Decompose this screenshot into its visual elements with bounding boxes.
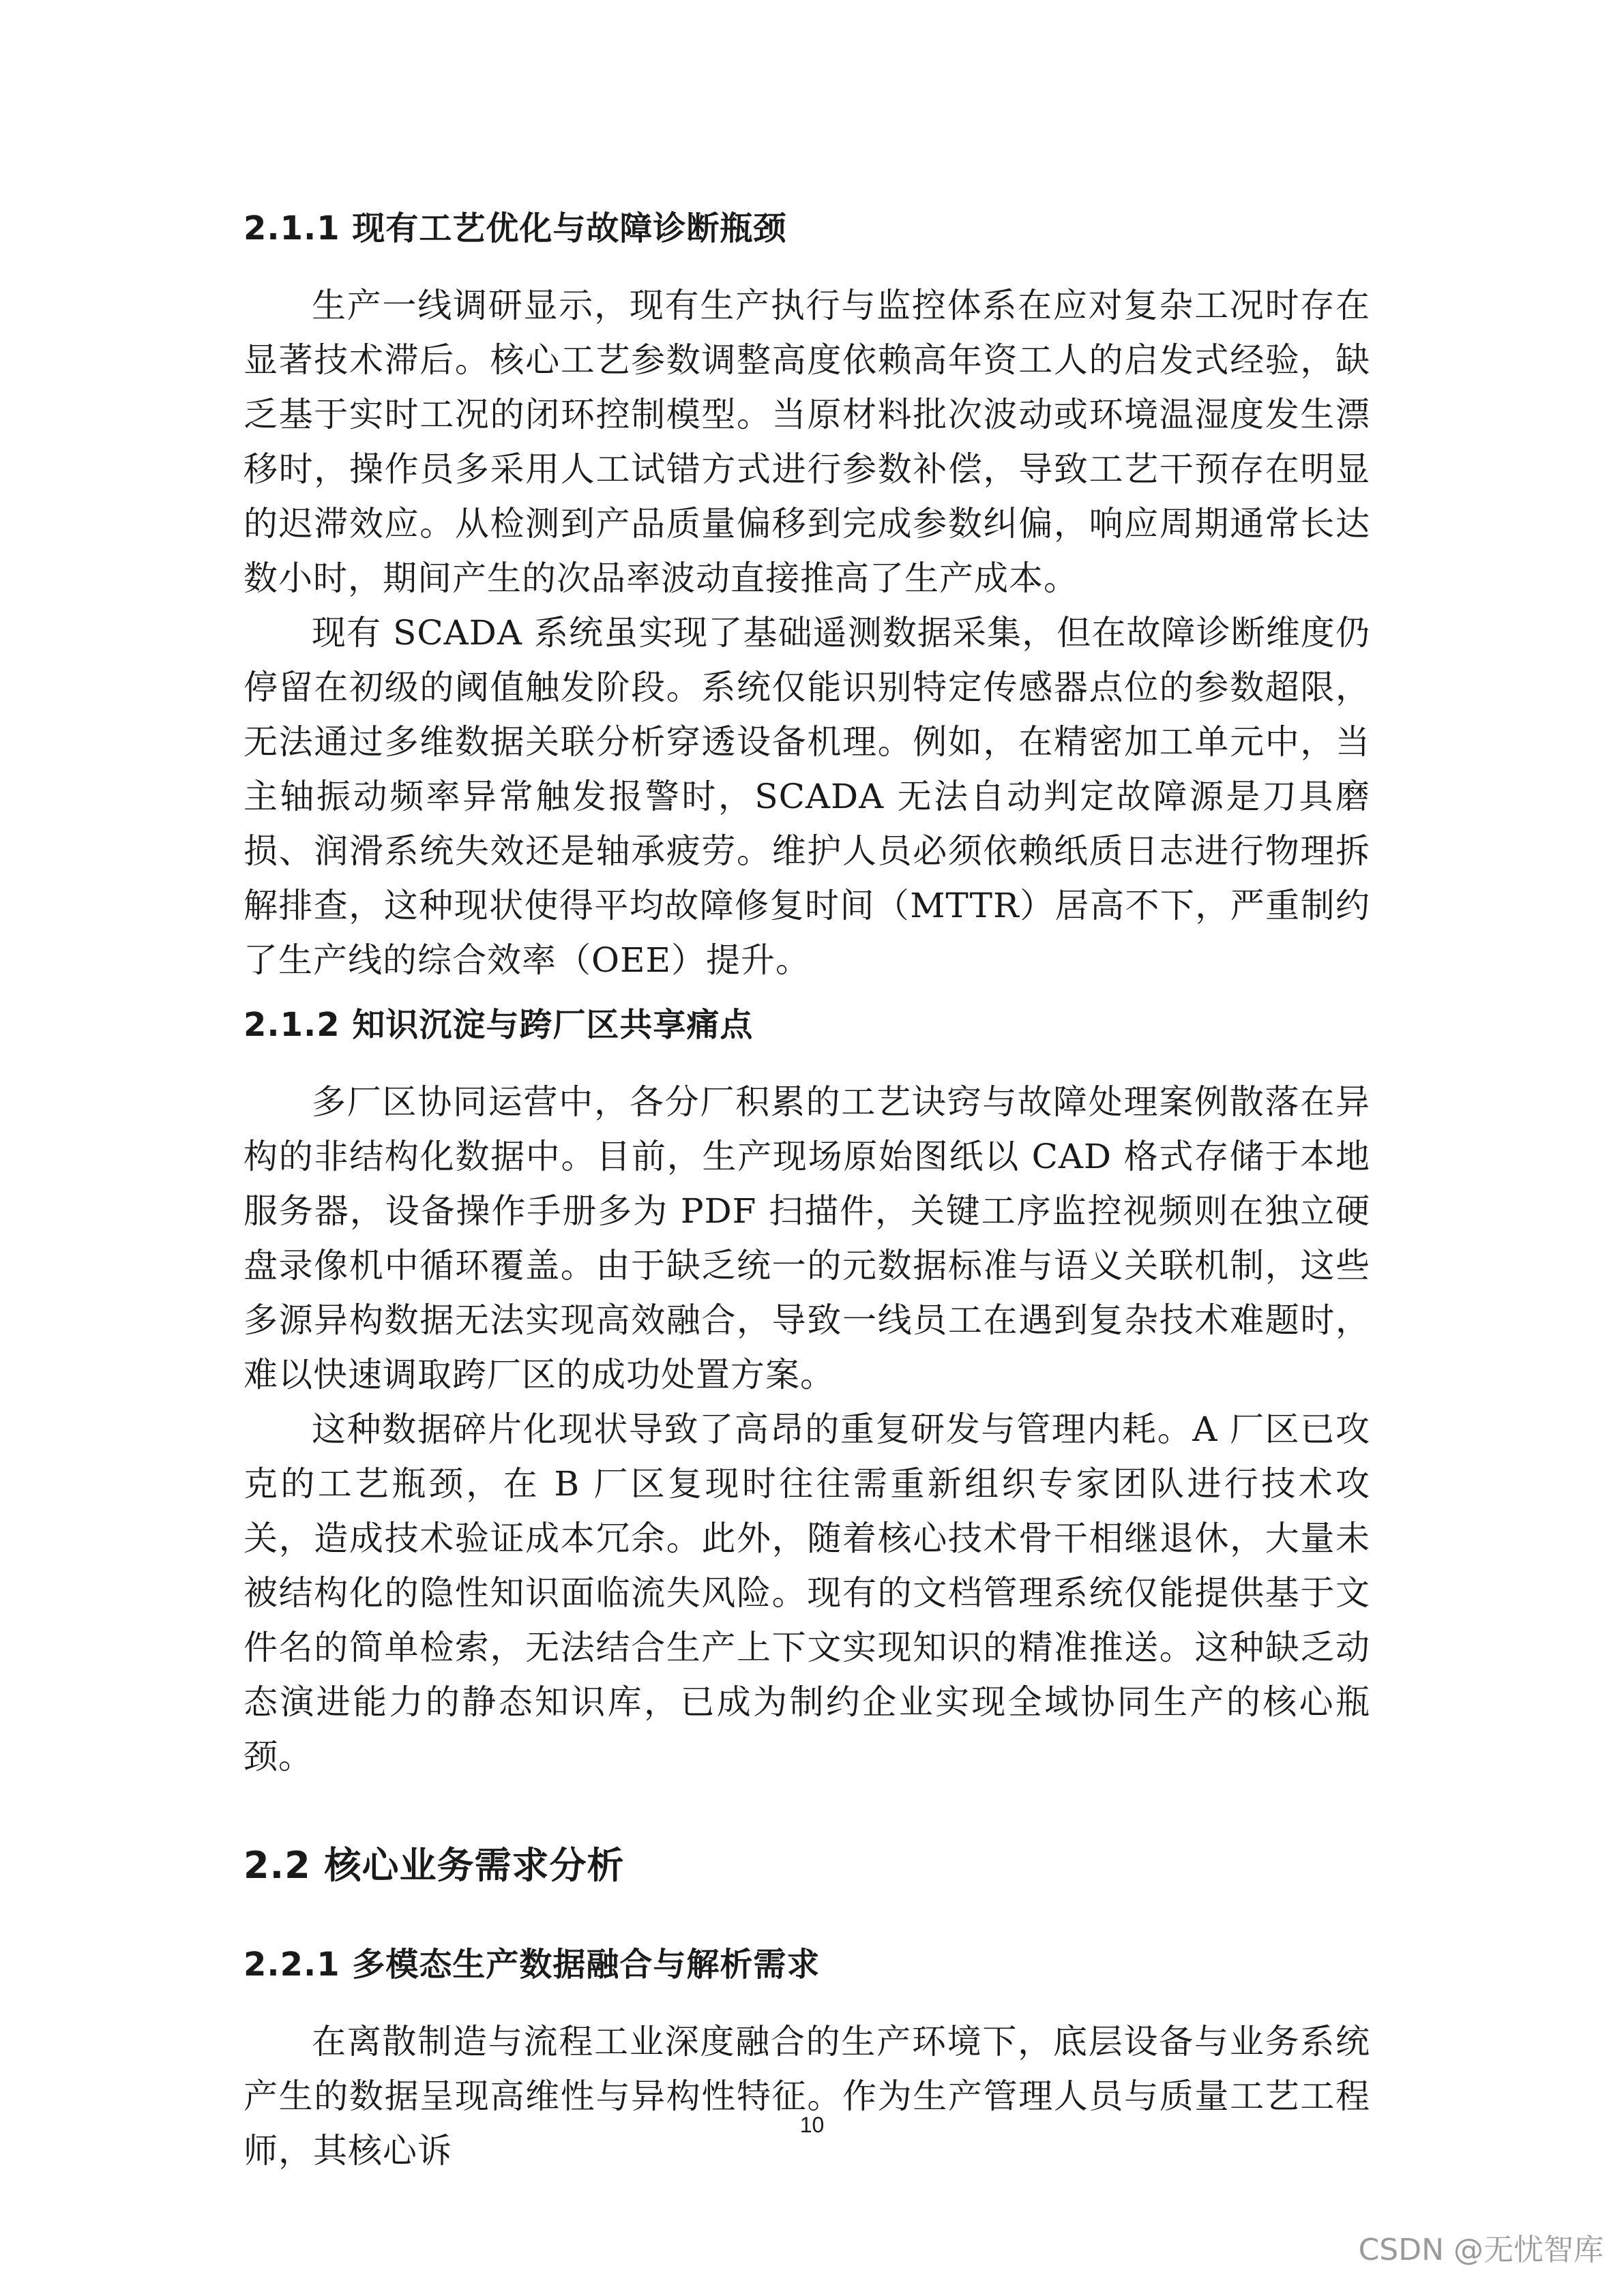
page-number: 10 (799, 2113, 825, 2137)
body-paragraph: 这种数据碎片化现状导致了高昂的重复研发与管理内耗。A 厂区已攻克的工艺瓶颈，在 B 厂区复现时往往需重新组织专家团队进行技术攻关，造成技术验证成本冗余。此外，随着核心技术骨干相继退休，大量未被结构化的隐性知识面临流失风险。现有的文档管理系统仅能提供基于文件名的简单检索，无法结合生产上下文实现知识的精准推送。这种缺乏动态演进能力的静态知识库，已成为制约企业实现全域协同生产的核心瓶颈。 (243, 1410, 1370, 1776)
section-heading-2-2: 2.2 核心业务需求分析 (243, 1844, 625, 1887)
body-paragraph: 生产一线调研显示，现有生产执行与监控体系在应对复杂工况时存在显著技术滞后。核心工艺参数调整高度依赖高年资工人的启发式经验，缺乏基于实时工况的闭环控制模型。当原材料批次波动或环境温湿度发生漂移时，操作员多采用人工试错方式进行参数补偿，导致工艺干预存在明显的迟滞效应。从检测到产品质量偏移到完成参数纠偏，响应周期通常长达数小时，期间产生的次品率波动直接推高了生产成本。 (243, 286, 1370, 598)
section-heading-2-2-1: 2.2.1 多模态生产数据融合与解析需求 (243, 1945, 821, 1984)
body-paragraph: 在离散制造与流程工业深度融合的生产环境下，底层设备与业务系统产生的数据呈现高维性与异构性特征。作为生产管理人员与质量工艺工程师，其核心诉 (243, 2022, 1370, 2171)
section-heading-2-1-1: 2.1.1 现有工艺优化与故障诊断瓶颈 (243, 209, 787, 248)
page-content (243, 205, 1370, 2178)
body-paragraph: 多厂区协同运营中，各分厂积累的工艺诀窍与故障处理案例散落在异构的非结构化数据中。目前，生产现场原始图纸以 CAD 格式存储于本地服务器，设备操作手册多为 PDF 扫描件，关键工序监控视频则在独立硬盘录像机中循环覆盖。由于缺乏统一的元数据标准与语义关联机制，这些多源异构数据无法实现高效融合，导致一线员工在遇到复杂技术难题时，难以快速调取跨厂区的成功处置方案。 (243, 1082, 1370, 1395)
section-heading-2-1-2: 2.1.2 知识沉淀与跨厂区共享痛点 (243, 1006, 754, 1044)
watermark-text: CSDN @无忧智库 (1358, 2233, 1604, 2267)
body-paragraph: 现有 SCADA 系统虽实现了基础遥测数据采集，但在故障诊断维度仍停留在初级的阈值触发阶段。系统仅能识别特定传感器点位的参数超限，无法通过多维数据关联分析穿透设备机理。例如，在精密加工单元中，当主轴振动频率异常触发报警时，SCADA 无法自动判定故障源是刀具磨损、润滑系统失效还是轴承疲劳。维护人员必须依赖纸质日志进行物理拆解排查，这种现状使得平均故障修复时间（MTTR）居高不下，严重制约了生产线的综合效率（OEE）提升。 (243, 613, 1370, 980)
